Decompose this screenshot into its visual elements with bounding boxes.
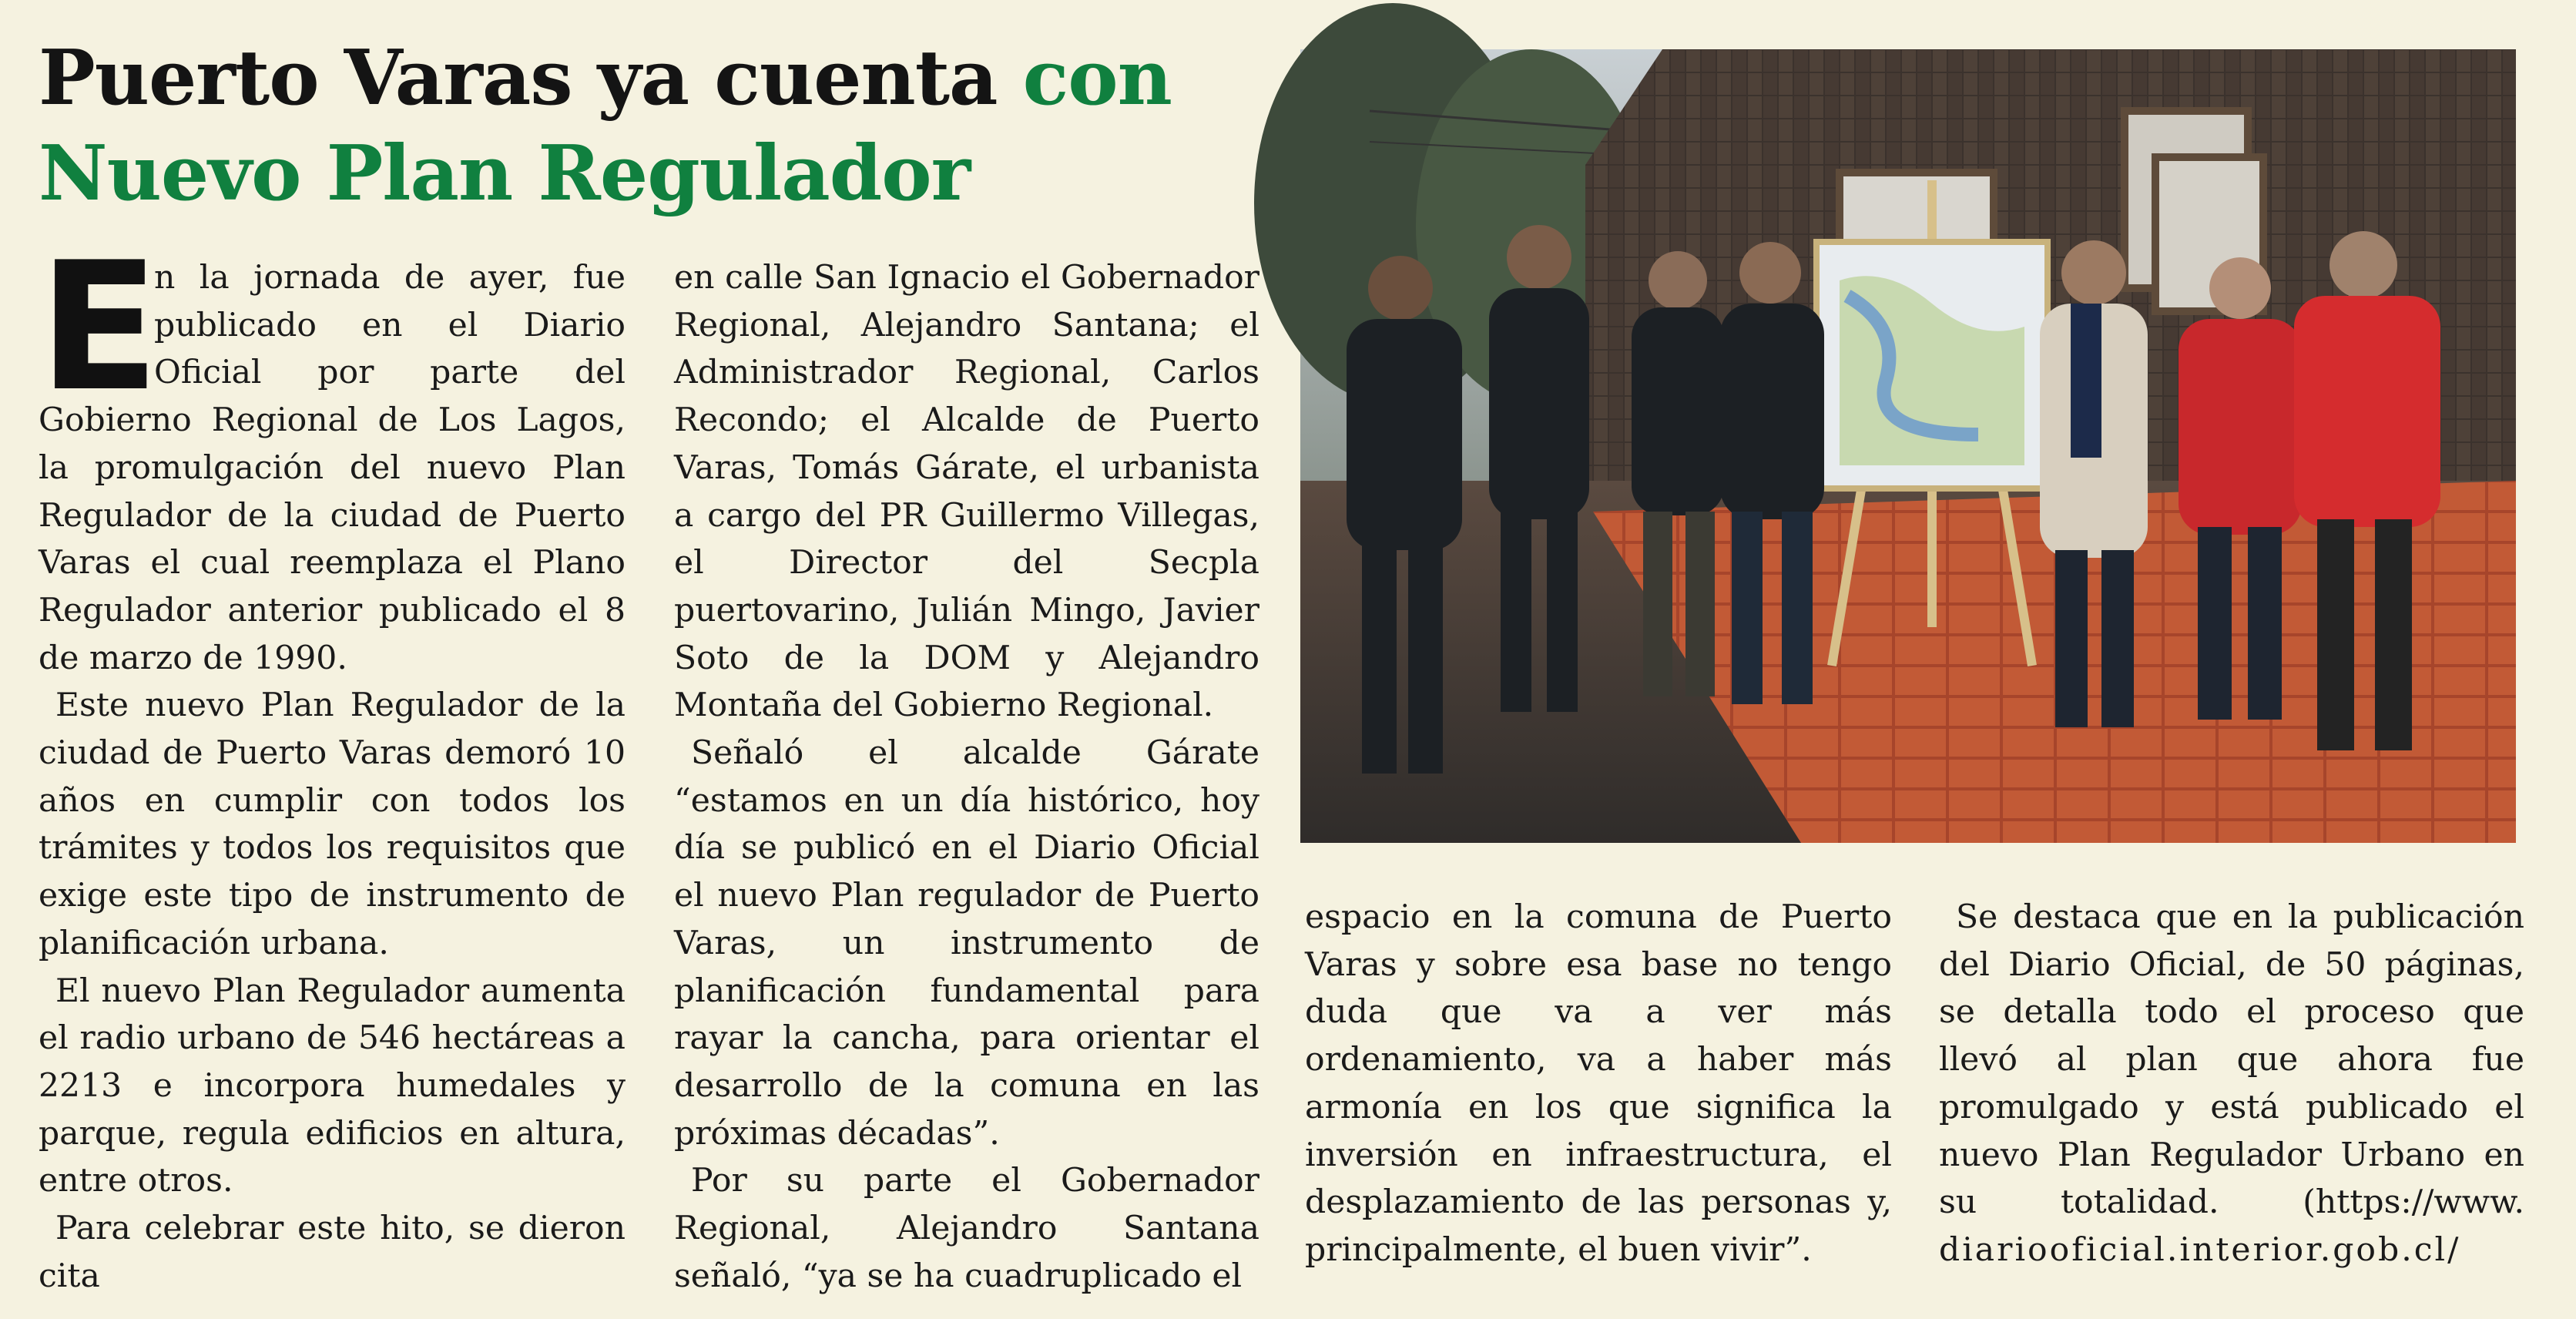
paragraph-7-text: Se destaca que en la publicación del Diario Oficial, de 50 páginas, se detalla todo el proceso que llevó al plan que ahora fue promulgado y está publicado el nuevo Plan Regulador Urbano en su totalidad. (https://www. — [1939, 898, 2524, 1222]
paragraph-3: El nuevo Plan Regulador aumenta el radio urbano de 546 hectáreas a 2213 e incorpora humedales y parque, regula edificios en altura, entre otros. — [39, 972, 626, 1200]
article-column-3 — [1305, 894, 1892, 1274]
paragraph-1-text: n la jornada de ayer, fue publicado en el Diario Oficial por parte del Gobierno Regional de Los Lagos, la promulgación del nuevo Plan Regulador de la ciudad de Puerto Varas el cual reemplaza el Plano Regulador anterior publicado el 8 de marzo de 1990. — [39, 259, 626, 677]
source-url: diariooficial.interior.gob.cl/ — [1939, 1230, 2461, 1269]
paragraph-4-continued: en calle San Ignacio el Gobernador Regional, Alejandro Santana; el Administrador Regional, Carlos Recondo; el Alcalde de Puerto Varas, Tomás Gárate, el urbanista a cargo del PR Guillermo Villegas, el Director del Secpla puertovarino, Julián Mingo, Javier Soto de la DOM y Alejandro Montaña del Gobierno Regional. — [674, 259, 1259, 725]
headline-part-3: Nuevo Plan Regulador — [39, 129, 971, 218]
drop-cap: E — [39, 225, 160, 431]
paragraph-6-continued: espacio en la comuna de Puerto Varas y sobre esa base no tengo duda que va a ver más ordenamiento, va a haber más armonía en los que significa la inversión en infraestructura, el desplazamiento de las personas y, principalmente, el buen vivir”. — [1305, 898, 1892, 1269]
article-column-1 — [39, 225, 626, 1300]
photo-illustration — [1300, 49, 2516, 843]
paragraph-5: Señaló el alcalde Gárate “estamos en un día histórico, hoy día se publicó en el Diario Oficial el nuevo Plan regulador de Puerto Varas, un instrumento de planificación fundamental para rayar la cancha, para orientar el desarrollo de la comuna en las próximas décadas”. — [674, 734, 1259, 1153]
paragraph-2: Este nuevo Plan Regulador de la ciudad de Puerto Varas demoró 10 años en cumplir con todos los trámites y todos los requisitos que exige este tipo de instrumento de planificación urbana. — [39, 686, 626, 962]
article-column-2 — [674, 254, 1259, 1300]
headline-part-1: Puerto Varas ya cuenta — [39, 34, 1023, 123]
article-column-4 — [1939, 894, 2524, 1274]
paragraph-6-start: Por su parte el Gobernador Regional, Alejandro Santana señaló, “ya se ha cuadruplicado el — [674, 1162, 1259, 1295]
news-photo — [1300, 49, 2516, 843]
paragraph-4-start: Para celebrar este hito, se dieron cita — [39, 1210, 626, 1295]
headline-part-2: con — [1022, 34, 1172, 123]
paragraph-1 — [39, 225, 626, 682]
paragraph-7 — [1939, 894, 2524, 1274]
headline — [39, 31, 1271, 222]
